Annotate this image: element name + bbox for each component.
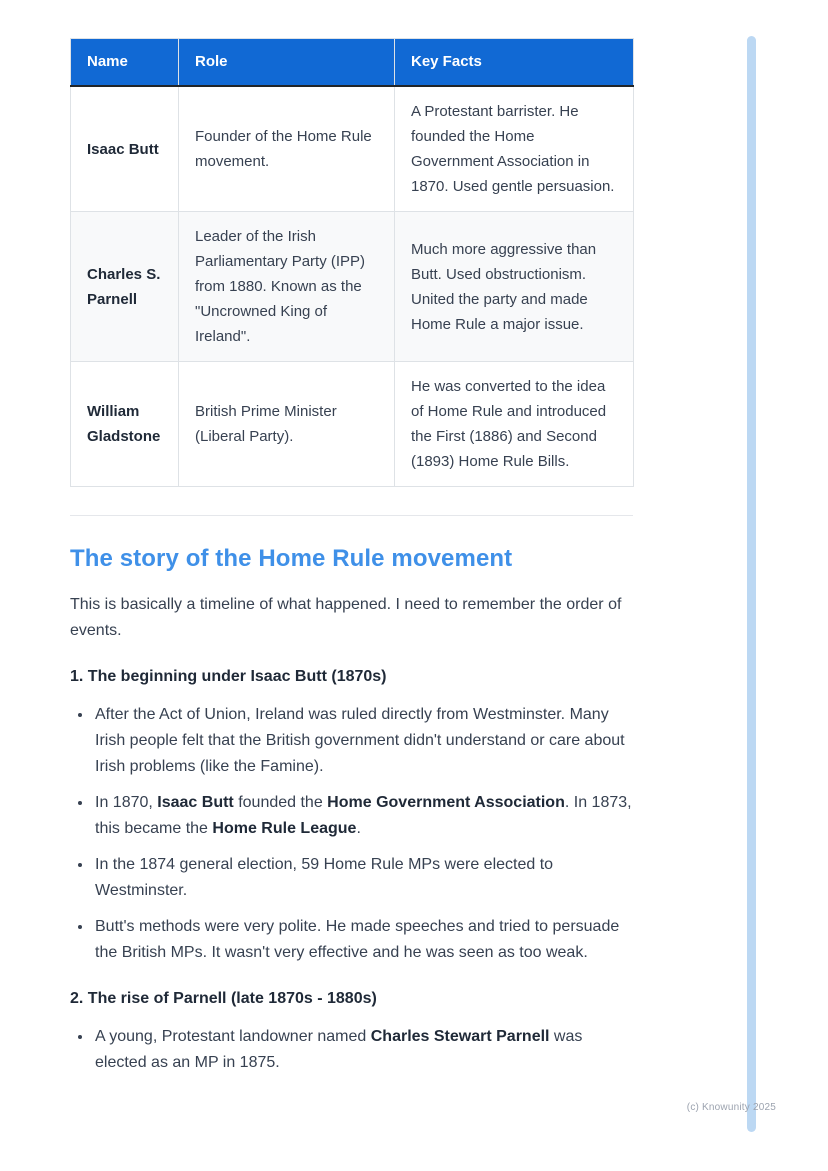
table-header-row bbox=[71, 39, 634, 87]
cell-role: Leader of the Irish Parliamentary Party (IPP) from 1880. Known as the "Uncrowned King of Ireland". bbox=[179, 212, 395, 362]
table-header-name: Name bbox=[71, 39, 179, 87]
subsection-2-heading: 2. The rise of Parnell (late 1870s - 1880s) bbox=[70, 990, 377, 1007]
cell-facts: He was converted to the idea of Home Rule and introduced the First (1886) and Second (1893) Home Rule Bills. bbox=[395, 362, 634, 487]
bullet-item: • A young, Protestant landowner named Charles Stewart Parnell was elected as an MP in 1875. bbox=[93, 1024, 633, 1076]
key-people-table bbox=[70, 38, 634, 487]
table-row bbox=[71, 212, 634, 362]
copyright-watermark: (c) Knowunity 2025 bbox=[686, 1102, 776, 1113]
subsection-1-heading: 1. The beginning under Isaac Butt (1870s) bbox=[70, 668, 387, 685]
document-content bbox=[70, 38, 633, 1086]
section-title: The story of the Home Rule movement bbox=[70, 545, 513, 572]
cell-facts: A Protestant barrister. He founded the Home Government Association in 1870. Used gentle persuasion. bbox=[395, 86, 634, 212]
intro-paragraph: This is basically a timeline of what happened. I need to remember the order of events. bbox=[70, 596, 622, 639]
table-row bbox=[71, 86, 634, 212]
bullet-item: • In the 1874 general election, 59 Home Rule MPs were elected to Westminster. bbox=[93, 852, 633, 904]
cell-role: British Prime Minister (Liberal Party). bbox=[179, 362, 395, 487]
bullet-item: • In 1870, Isaac Butt founded the Home Government Association. In 1873, this became the Home Rule League. bbox=[93, 790, 633, 842]
table-header-facts: Key Facts bbox=[395, 39, 634, 87]
table-header-role: Role bbox=[179, 39, 395, 87]
scrollbar-thumb[interactable] bbox=[747, 36, 756, 1132]
bullet-item: • After the Act of Union, Ireland was ruled directly from Westminster. Many Irish people felt that the British government didn't understand or care about Irish problems (like the Famine). bbox=[93, 702, 633, 780]
bullet-list-2 bbox=[70, 1024, 633, 1076]
bullet-list-1 bbox=[70, 702, 633, 966]
cell-name: William Gladstone bbox=[71, 362, 179, 487]
cell-role: Founder of the Home Rule movement. bbox=[179, 86, 395, 212]
bullet-item: • Butt's methods were very polite. He made speeches and tried to persuade the British MPs. It wasn't very effective and he was seen as too weak. bbox=[93, 914, 633, 966]
cell-name: Charles S. Parnell bbox=[71, 212, 179, 362]
cell-name: Isaac Butt bbox=[71, 86, 179, 212]
cell-facts: Much more aggressive than Butt. Used obstructionism. United the party and made Home Rule a major issue. bbox=[395, 212, 634, 362]
section-divider bbox=[70, 515, 633, 516]
table-row bbox=[71, 362, 634, 487]
